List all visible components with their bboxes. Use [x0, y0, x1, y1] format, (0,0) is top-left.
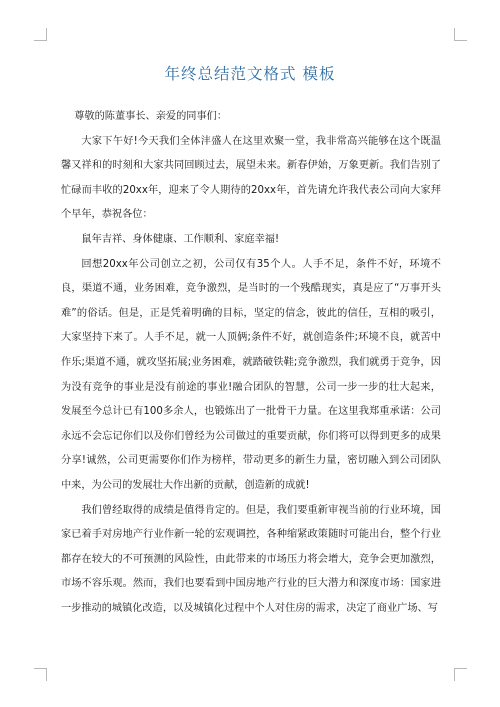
- paragraph-4: 我们曾经取得的成绩是值得肯定的。但是，我们要重新审视当前的行业环境，国家已着手对房地产行业作新一轮的宏观调控，各种缩紧政策随时可能出台，整个行业都存在较大的不可预测的风险性，由此带来的市场压力将会增大，竞争会更加激烈，市场不容乐观。然而，我们也要看到中国房地产行业的巨大潜力和深度市场：国家进一步推动的城镇化改造，以及城镇化过程中个人对住房的需求，决定了商业广场、写: [61, 504, 441, 614]
- document-title: 年终总结范文格式 模板: [164, 65, 336, 83]
- crop-mark-top-right: [454, 28, 467, 41]
- crop-mark-bottom-left: [34, 668, 47, 681]
- paragraph-3: 回想20xx年公司创立之初，公司仅有35个人。人手不足，条件不好，环境不良，渠道不通，业务困难，竞争激烈，是当时的一个残酷现实，真是应了“万事开头难”的俗话。但是，正是凭着明确的目标，坚定的信念，彼此的信任，互相的吸引，大家坚持下来了。人手不足，就一人顶俩;条件不好，就创造条件;环境不良，就苦中作乐;渠道不通，就攻坚拓展;业务困难，就踏破铁鞋;竞争激烈，我们就勇于竞争，因为没有竞争的事业是没有前途的事业!融合团队的智慧，公司一步一步的壮大起来，发展至今总计已有100多余人，也锻炼出了一批骨干力量。在这里我郑重承诺：公司永远不会忘记你们以及你们曾经为公司做过的重要贡献，你们将可以得到更多的成果分享!诚然，公司更需要你们作为榜样，带动更多的新生力量，密切融入到公司团队中来，为公司的发展壮大作出新的贡献，创造新的成就!: [61, 258, 441, 491]
- document-body: [61, 105, 441, 621]
- paragraph-1: 大家下午好!今天我们全体沣盛人在这里欢聚一堂，我非常高兴能够在这个既温馨又祥和的时刻和大家共同回顾过去，展望未来。新春伊始，万象更新。我们告别了忙碌而丰收的20xx年，迎来了令人期待的20xx年，首先请允许我代表公司向大家拜个早年，恭祝各位：: [61, 135, 441, 221]
- greeting-line: 尊敬的陈董事长、亲爱的同事们：: [74, 111, 228, 122]
- crop-mark-bottom-right: [454, 668, 467, 681]
- paragraph-2: 鼠年吉祥、身体健康、工作顺利、家庭幸福!: [81, 233, 280, 245]
- crop-mark-top-left: [34, 28, 47, 41]
